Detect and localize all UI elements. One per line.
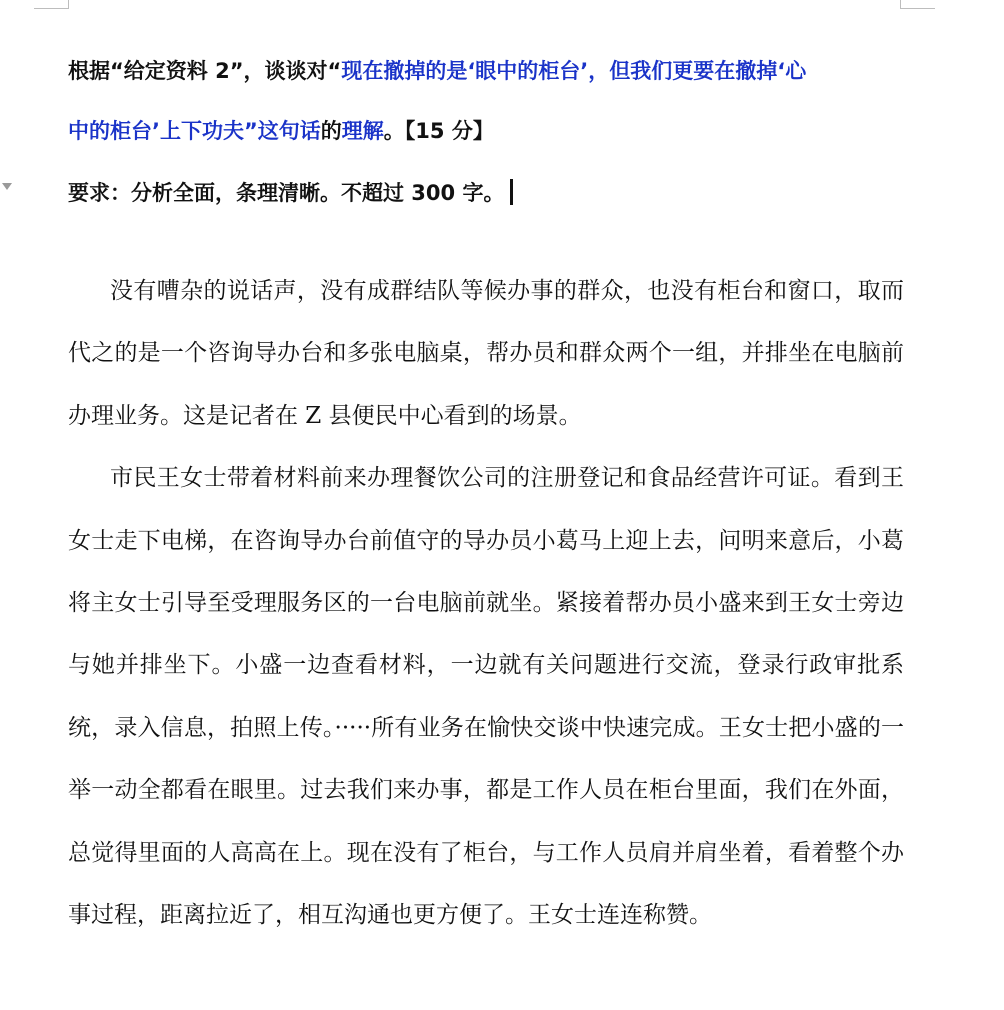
page-corner-mark-right	[900, 0, 935, 9]
requirement-text: 要求：分析全面，条理清晰。不超过 300 字。	[68, 181, 505, 205]
question-prefix: 根据“给定资料 2”，谈谈对“	[68, 59, 342, 83]
question-connector: 的	[320, 119, 342, 143]
page-corner-mark-left	[34, 0, 69, 9]
question-line-2	[68, 116, 494, 146]
question-quote-part-1: 现在撤掉的是‘眼中的柜台’，但我们更要在撤掉‘心	[341, 59, 807, 83]
text-cursor[interactable]	[510, 179, 513, 205]
question-quote-part-2: 中的柜台’上下功夫”这句话	[68, 119, 321, 143]
question-line-1	[68, 56, 806, 86]
question-score: 。【15 分】	[383, 119, 494, 143]
question-requirement	[68, 178, 513, 208]
collapse-triangle-icon[interactable]	[2, 183, 12, 190]
question-keyword: 理解	[341, 119, 384, 143]
material-paragraph-2: 市民王女士带着材料前来办理餐饮公司的注册登记和食品经营许可证。看到王女士走下电梯，在咨询导办台前值守的导办员小葛马上迎上去，问明来意后，小葛将主女士引导至受理服务区的一台电脑前就坐。紧接着帮办员小盛来到王女士旁边与她并排坐下。小盛一边查看材料，一边就有关问题进行交流，登录行政审批系统，录入信息，拍照上传。·····所有业务在愉快交谈中快速完成。王女士把小盛的一举一动全都看在眼里。过去我们来办事，都是工作人员在柜台里面，我们在外面，总觉得里面的人高高在上。现在没有了柜台，与工作人员肩并肩坐着，看着整个办事过程，距离拉近了，相互沟通也更方便了。王女士连连称赞。	[68, 465, 904, 929]
material-paragraph-1: 没有嘈杂的说话声，没有成群结队等候办事的群众，也没有柜台和窗口，取而代之的是一个咨询导办台和多张电脑桌，帮办员和群众两个一组，并排坐在电脑前办理业务。这是记者在 Z 县便民中心看到的场景。	[68, 278, 904, 429]
material-body	[68, 260, 904, 946]
